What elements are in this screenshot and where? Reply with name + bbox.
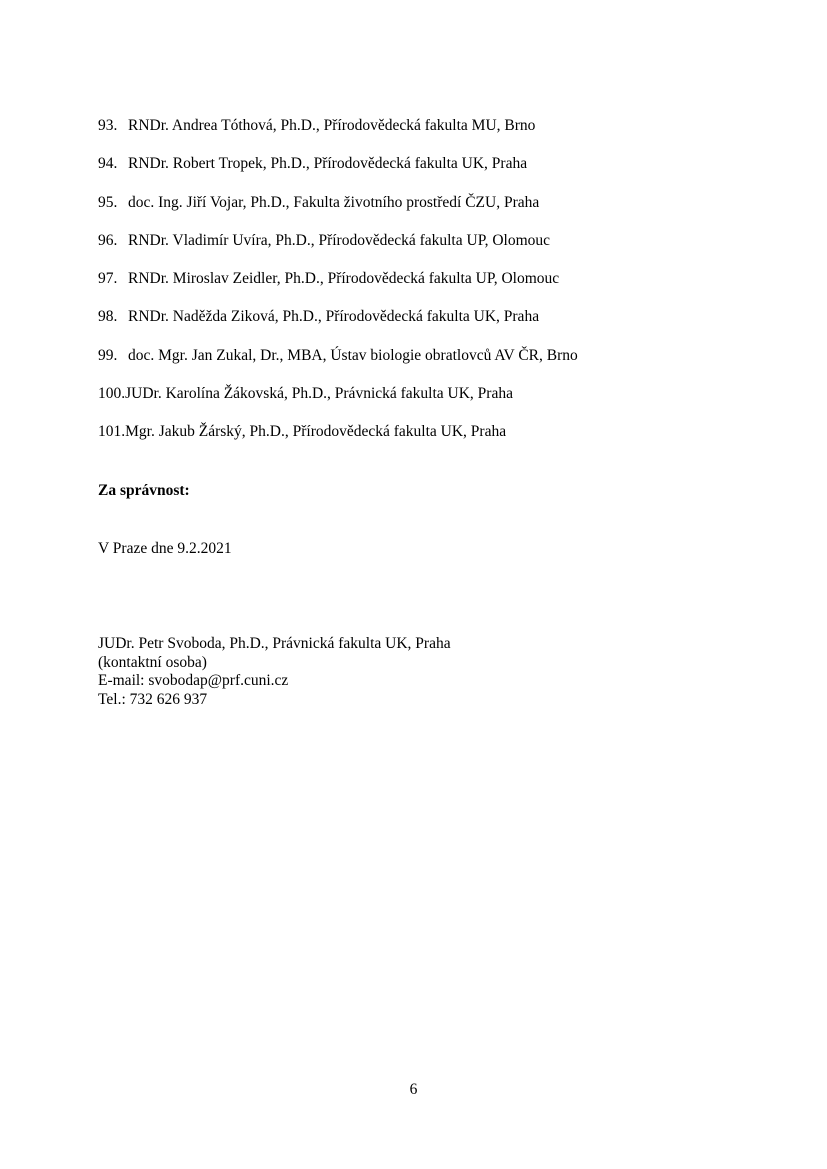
list-item-number: 95. (98, 193, 118, 211)
contact-role: (kontaktní osoba) (98, 653, 207, 671)
signatory-list (98, 117, 738, 462)
list-item (98, 232, 738, 270)
list-item-text: RNDr. Vladimír Uvíra, Ph.D., Přírodovědecká fakulta UP, Olomouc (128, 231, 551, 249)
list-item-text: RNDr. Naděžda Ziková, Ph.D., Přírodovědecká fakulta UK, Praha (128, 308, 540, 326)
contact-block (98, 635, 451, 709)
list-item-text: JUDr. Karolína Žákovská, Ph.D., Právnická fakulta UK, Praha (125, 385, 513, 403)
list-item (98, 347, 738, 385)
list-item-number: 96. (98, 231, 118, 249)
list-item (98, 194, 738, 232)
contact-name: JUDr. Petr Svoboda, Ph.D., Právnická fakulta UK, Praha (98, 635, 451, 652)
contact-email: E-mail: svobodap@prf.cuni.cz (98, 672, 289, 689)
list-item (98, 270, 738, 308)
place-date: V Praze dne 9.2.2021 (98, 540, 232, 557)
list-item-number: 98. (98, 308, 118, 326)
list-item (98, 117, 738, 155)
list-item-number: 93. (98, 117, 118, 134)
list-item-text: RNDr. Robert Tropek, Ph.D., Přírodovědecká fakulta UK, Praha (128, 155, 528, 173)
section-heading: Za správnost: (98, 482, 190, 499)
list-item-number: 97. (98, 270, 118, 288)
list-item-number: 99. (98, 346, 118, 364)
list-item (98, 385, 738, 423)
list-item-text: RNDr. Andrea Tóthová, Ph.D., Přírodovědecká fakulta MU, Brno (128, 117, 536, 134)
list-item (98, 155, 738, 193)
page-number: 6 (409, 1081, 418, 1098)
list-item-number: 100. (98, 385, 126, 403)
list-item-text: doc. Mgr. Jan Zukal, Dr., MBA, Ústav biologie obratlovců AV ČR, Brno (128, 346, 578, 364)
list-item-text: RNDr. Miroslav Zeidler, Ph.D., Přírodovědecká fakulta UP, Olomouc (128, 270, 560, 288)
list-item (98, 423, 738, 461)
list-item (98, 308, 738, 346)
list-item-text: doc. Ing. Jiří Vojar, Ph.D., Fakulta životního prostředí ČZU, Praha (128, 193, 540, 211)
contact-phone: Tel.: 732 626 937 (98, 690, 208, 708)
list-item-number: 101. (98, 423, 126, 441)
list-item-text: Mgr. Jakub Žárský, Ph.D., Přírodovědecká fakulta UK, Praha (125, 423, 507, 441)
list-item-number: 94. (98, 155, 118, 173)
